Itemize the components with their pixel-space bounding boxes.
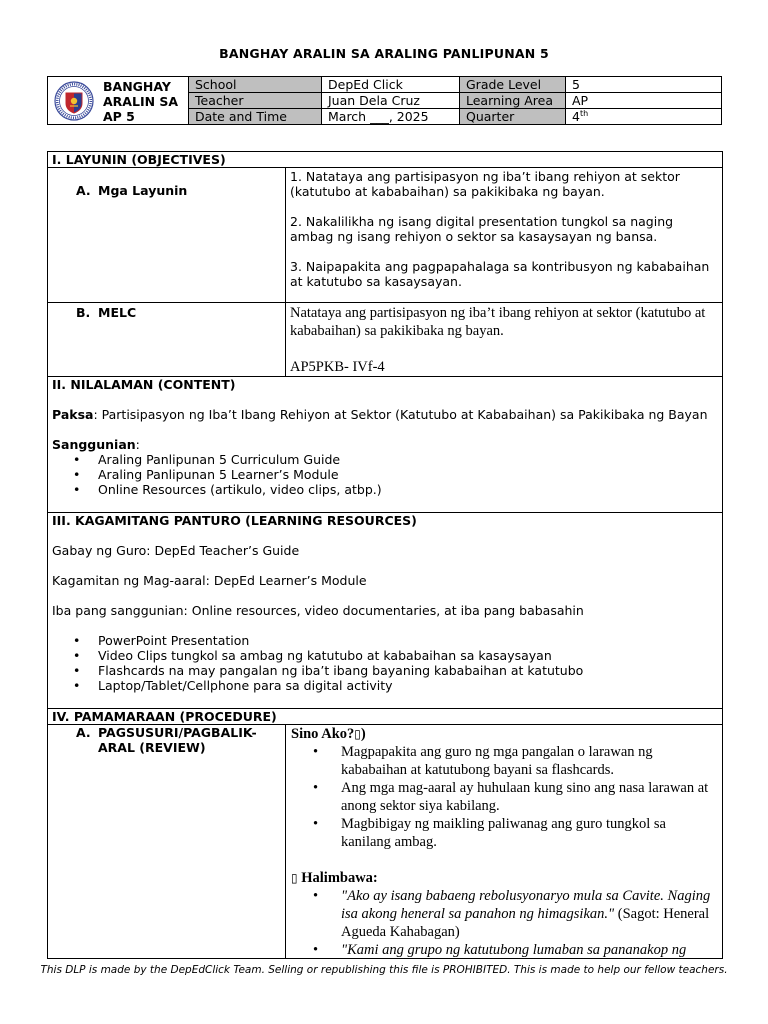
procedure-title: IV. PAMAMARAAN (PROCEDURE) — [52, 709, 277, 724]
objectives-a-label: A. Mga Layunin — [76, 183, 188, 198]
grade-level-value: 5 — [566, 77, 721, 93]
school-label: School — [189, 77, 322, 93]
melc-text: Natataya ang partisipasyon ng iba’t ibang rehiyon at sektor (katutubo at kababaihan) sa pakikibaka ng bayan. — [290, 305, 706, 339]
sanggunian: Sanggunian: — [52, 437, 140, 452]
list-item: • Laptop/Tablet/Cellphone para sa digital activity — [48, 678, 708, 693]
list-item: • Ang mga mag-aaral ay huhulaan kung sino ang nasa larawan at anong sektor siya kabilang. — [291, 779, 719, 815]
list-item: • Online Resources (artikulo, video clips, atbp.) — [48, 482, 708, 497]
learning-area-label: Learning Area — [460, 93, 566, 109]
objectives-list — [290, 169, 718, 289]
logo-line-1: BANGHAY — [103, 79, 171, 94]
deped-seal-icon — [54, 81, 94, 121]
teacher-label: Teacher — [189, 93, 322, 109]
list-item: • Flashcards na may pangalan ng iba’t ibang bayaning kababaihan at katutubo — [48, 663, 708, 678]
quarter-value — [566, 109, 721, 124]
sanggunian-list — [48, 452, 708, 497]
document-title: BANGHAY ARALIN SA ARALING PANLIPUNAN 5 — [219, 46, 549, 61]
objectives-title: I. LAYUNIN (OBJECTIVES) — [52, 152, 226, 167]
logo-cell — [48, 77, 189, 124]
list-item: • Video Clips tungkol sa ambag ng katutubo at kababaihan sa kasaysayan — [48, 648, 708, 663]
review-steps — [291, 743, 719, 851]
paksa — [52, 407, 720, 422]
content-title: II. NILALAMAN (CONTENT) — [52, 377, 236, 392]
kagamitan-mag-aaral: Kagamitan ng Mag-aaral: DepEd Learner’s Module — [52, 573, 367, 588]
date-time-label: Date and Time — [189, 109, 322, 124]
list-item: • "Kami ang grupo ng katutubong lumaban sa pananakop ng — [291, 941, 719, 959]
missing-glyph-icon: ▯ — [354, 727, 361, 741]
lesson-plan-table — [47, 151, 723, 959]
header-row-teacher — [189, 93, 721, 109]
missing-glyph-icon: ▯ — [291, 871, 298, 885]
school-value: DepEd Click — [322, 77, 460, 93]
list-item: • "Ako ay isang babaeng rebolusyonaryo mula sa Cavite. Naging isa akong heneral sa panahon ng himagsikan." (Sagot: Heneral Agueda Kahabagan) — [291, 887, 719, 941]
list-item: • Magbibigay ng maikling paliwanag ang guro tungkol sa kanilang ambag. — [291, 815, 719, 851]
paksa-text: : Partisipasyon ng Iba’t Ibang Rehiyon at Sektor (Katutubo at Kababaihan) sa Pakikibaka ng Bayan — [93, 407, 708, 422]
logo-line-2: ARALIN SA — [103, 94, 179, 109]
review-content — [291, 725, 719, 959]
list-item: • Magpapakita ang guro ng mga pangalan o larawan ng kababaihan at katutubong bayani sa flashcards. — [291, 743, 719, 779]
header-row-school — [189, 77, 721, 93]
iba-pang-sanggunian: Iba pang sanggunian: Online resources, video documentaries, at iba pang babasahin — [52, 603, 584, 618]
quarter-label: Quarter — [460, 109, 566, 124]
sanggunian-label: Sanggunian — [52, 437, 136, 452]
quarter-suffix: th — [579, 109, 589, 118]
example-heading: ▯ Halimbawa: — [291, 870, 378, 886]
quarter-number: 4 — [572, 109, 580, 124]
melc-code: AP5PKB- IVf-4 — [290, 359, 385, 375]
header-table — [47, 76, 722, 125]
header-row-date — [189, 109, 721, 124]
objective-item-1: 1. Natataya ang partisipasyon ng iba’t ibang rehiyon at sektor (katutubo at kababaihan) sa pakikibaka ng bayan. — [290, 169, 680, 199]
list-item: • PowerPoint Presentation — [48, 633, 708, 648]
paksa-label: Paksa — [52, 407, 94, 422]
list-item: • Araling Panlipunan 5 Curriculum Guide — [48, 452, 708, 467]
learning-area-value: AP — [566, 93, 721, 109]
gabay-ng-guro: Gabay ng Guro: DepEd Teacher’s Guide — [52, 543, 300, 558]
review-label: A. PAGSUSURI/PAGBALIK- ARAL (REVIEW) — [76, 725, 257, 755]
melc-content — [290, 304, 720, 376]
resources-list — [48, 633, 708, 693]
melc-label: B. MELC — [76, 305, 137, 320]
grade-level-label: Grade Level — [460, 77, 566, 93]
date-time-value: March ___, 2025 — [322, 109, 460, 124]
list-item: • Araling Panlipunan 5 Learner’s Module — [48, 467, 708, 482]
logo-text — [103, 79, 178, 124]
logo-line-3: AP 5 — [103, 109, 135, 124]
resources-title: III. KAGAMITANG PANTURO (LEARNING RESOURCES) — [52, 513, 417, 528]
objective-item-3: 3. Naipapakita ang pagpapahalaga sa kontribusyon ng kababaihan at katutubo sa kasaysayan. — [290, 259, 710, 289]
activity-title: Sino Ako?▯) — [291, 726, 366, 742]
footer-note: This DLP is made by the DepEdClick Team. Selling or republishing this file is PROHIBITED. This is made to help our fellow teachers. — [40, 964, 728, 976]
teacher-value: Juan Dela Cruz — [322, 93, 460, 109]
example-list — [291, 887, 719, 959]
objective-item-2: 2. Nakalilikha ng isang digital presentation tungkol sa naging ambag ng isang rehiyon o sektor sa kasaysayan ng bansa. — [290, 214, 674, 244]
